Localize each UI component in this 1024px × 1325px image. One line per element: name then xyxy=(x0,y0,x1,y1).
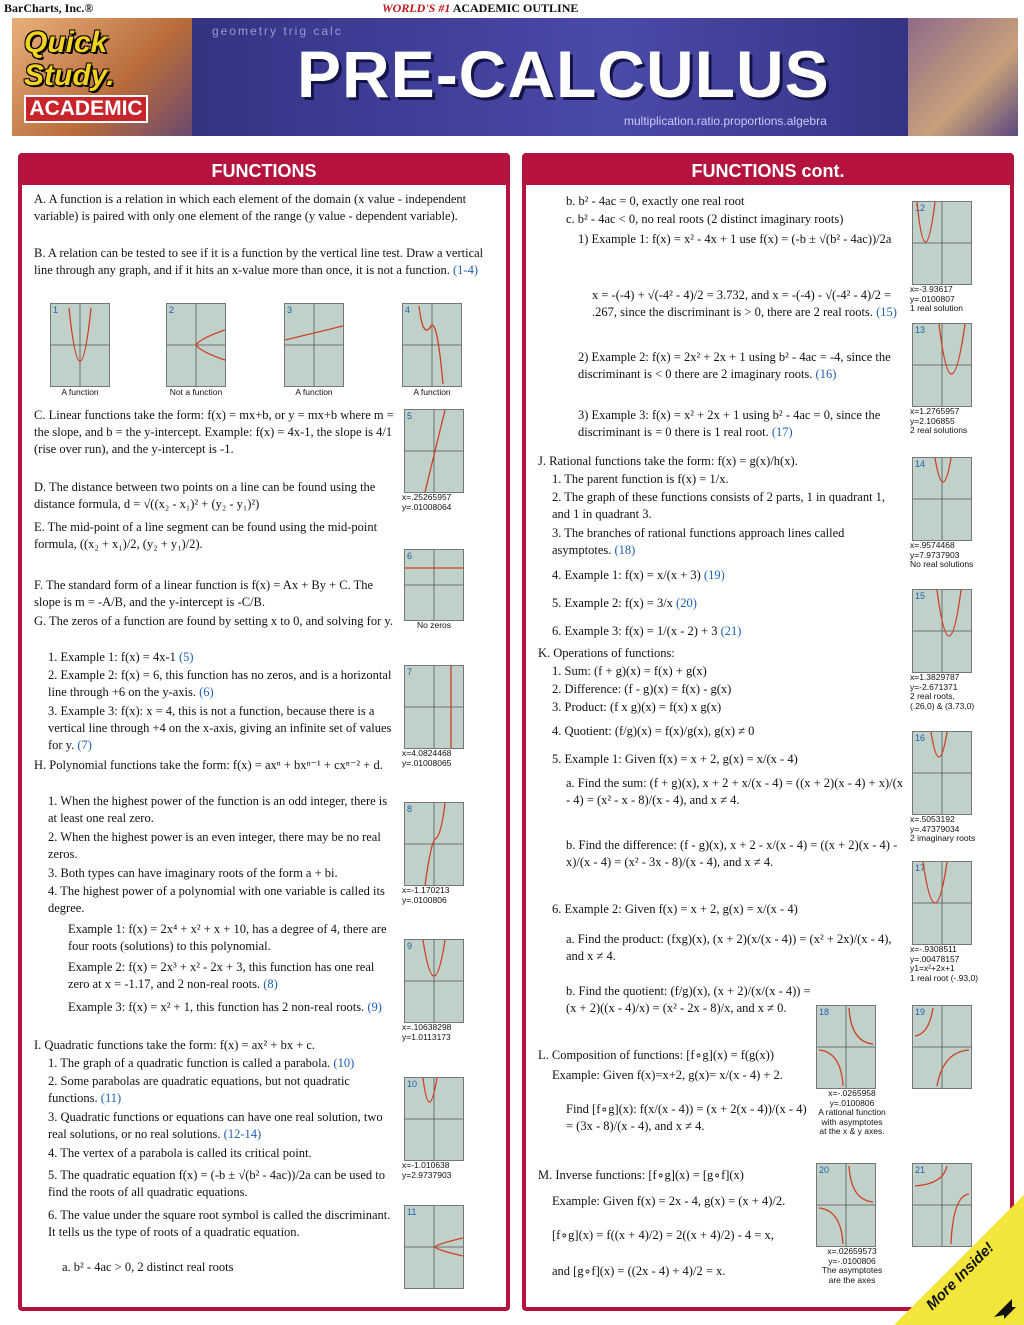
graph-4: 4 xyxy=(402,303,462,387)
section-b-text: B. A relation can be tested to see if it is a function by the vertical line test. Draw a vertical line through any graph, and if it hits an x-value more than once, it is not a function. xyxy=(34,246,484,277)
graph-11: 11 xyxy=(404,1205,464,1289)
section-g1: 1. Example 1: f(x) = 4x-1 (5) xyxy=(48,650,194,664)
section-k6b: b. Find the quotient: (f/g)(x), (x + 2)/(x/(x - 4)) = (x + 2)((x - 4)/x) = (x² - 2x - 8)/x, and x ≠ 0. xyxy=(566,984,811,1015)
graph-20-caption: x=.02659573 y=-.0100806 The asymptotes are the axes xyxy=(821,1246,883,1285)
graph-18-plot xyxy=(817,1006,875,1088)
section-m-line2: and [g∘f](x) = ((2x - 4) + 4)/2 = x. xyxy=(552,1264,726,1278)
section-i5: 5. The quadratic equation f(x) = (-b ± √(b² - 4ac))/2a can be used to find the roots of all quadratic equations. xyxy=(48,1168,386,1199)
graph-10-caption: x=-1.010638 y=2.9737903 xyxy=(402,1160,452,1180)
section-hex3: Example 3: f(x) = x² + 1, this function has 2 non-real roots. (9) xyxy=(68,1000,382,1014)
quad-ex1b: x = -(-4) + √(-4² - 4)/2 = 3.732, and x = -(-4) - √(-4² - 4)/2 = .267, since the discriminant is > 0, there are 2 real roots. (15) xyxy=(592,288,897,319)
graph-13-plot xyxy=(913,324,971,406)
section-f: F. The standard form of a linear function is f(x) = Ax + By + C. The slope is m = -A/B, and the y-intercept is -C/B. xyxy=(34,578,374,609)
section-j6: 6. Example 3: f(x) = 1/(x - 2) + 3 (21) xyxy=(552,624,742,638)
right-heading: FUNCTIONS cont. xyxy=(526,157,1010,185)
tagline xyxy=(382,1,578,16)
section-i6: 6. The value under the square root symbol is called the discriminant. It tells us the type of roots of a quadratic equation. xyxy=(48,1208,391,1239)
graph-10-plot xyxy=(405,1078,463,1160)
graph-13: 13 xyxy=(912,323,972,407)
graph-8-caption: x=-1.170213 y=.0100806 xyxy=(402,885,450,905)
logo-academic: ACADEMIC xyxy=(24,95,148,123)
section-k4: 4. Quotient: (f/g)(x) = f(x)/g(x), g(x) ≠ 0 xyxy=(552,724,755,738)
section-b-ref: (1-4) xyxy=(453,263,478,277)
graph-4-plot xyxy=(403,304,461,386)
left-heading: FUNCTIONS xyxy=(22,157,506,185)
graph-1-caption: A function xyxy=(61,387,99,397)
more-inside-badge xyxy=(894,1195,1024,1325)
graph-17-plot xyxy=(913,862,971,944)
graph-15: 15 xyxy=(912,589,972,673)
section-k1: 1. Sum: (f + g)(x) = f(x) + g(x) xyxy=(552,664,707,678)
graph-7: 7 xyxy=(404,665,464,749)
graph-16: 16 xyxy=(912,731,972,815)
section-j5: 5. Example 2: f(x) = 3/x (20) xyxy=(552,596,697,610)
section-e: E. The mid-point of a line segment can be found using the mid-point formula, ((x₂ + x₁)/2, (y₂ + y₁)/2). xyxy=(34,520,378,551)
section-i4: 4. The vertex of a parabola is called its critical point. xyxy=(48,1146,312,1160)
section-h2: 2. When the highest power is an even integer, there may be no real zeros. xyxy=(48,830,381,861)
quad-ex1: 1) Example 1: f(x) = x² - 4x + 1 use f(x) = (-b ± √(b² - 4ac))/2a xyxy=(578,232,892,246)
graph-19-plot xyxy=(913,1006,971,1088)
section-b xyxy=(34,245,494,279)
section-k: K. Operations of functions: xyxy=(538,646,675,660)
left-panel xyxy=(18,153,510,1311)
graph-9: 9 xyxy=(404,939,464,1023)
section-i3: 3. Quadratic functions or equations can have one real solution, two real solutions, or no real solutions. (12-14) xyxy=(48,1110,383,1141)
page-title: PRE-CALCULUS xyxy=(297,37,830,111)
section-l-example: Example: Given f(x)=x+2, g(x)= x/(x - 4) + 2. xyxy=(552,1068,783,1082)
graph-16-caption: x=.5053192 y=.47379034 2 imaginary roots xyxy=(910,814,976,843)
tagline-text: ACADEMIC OUTLINE xyxy=(452,1,579,15)
quad-ex2: 2) Example 2: f(x) = 2x² + 2x + 1 using b² - 4ac = -4, since the discriminant is < 0 there are 2 imaginary roots. (16) xyxy=(578,350,891,381)
graph-10: 10 xyxy=(404,1077,464,1161)
section-d: D. The distance between two points on a line can be found using the distance formula, d = √((x₂ - x₁)² + (y₂ - y₁)²) xyxy=(34,480,376,511)
graph-5: 5 xyxy=(404,409,464,493)
graph-9-plot xyxy=(405,940,463,1022)
graph-6: 6 xyxy=(404,549,464,621)
section-k3: 3. Product: (f x g)(x) = f(x) x g(x) xyxy=(552,700,722,714)
graph-3: 3 xyxy=(284,303,344,387)
section-h: H. Polynomial functions take the form: f(x) = axⁿ + bxⁿ⁻¹ + cxⁿ⁻² + d. xyxy=(34,758,383,772)
quickstudy-logo xyxy=(24,26,149,123)
graph-2: 2 xyxy=(166,303,226,387)
disc-c: c. b² - 4ac < 0, no real roots (2 distinct imaginary roots) xyxy=(566,212,844,226)
section-g3: 3. Example 3: f(x): x = 4, this is not a function, because there is a vertical line through +4 on the x-axis, giving an infinite set of values for y. (7) xyxy=(48,704,392,752)
section-k5b: b. Find the difference: (f - g)(x), x + 2 - x/(x - 4) = ((x + 2)(x - 4) - x)/(x - 4) = (x² - 3x - 8)/(x - 4), and x ≠ 4. xyxy=(566,838,898,869)
graph-18-caption: x=-.0265958 y=.0100806 A rational function with asymptotes at the x & y axes. xyxy=(818,1088,886,1136)
graph-17: 17 xyxy=(912,861,972,945)
graph-1: 1 xyxy=(50,303,110,387)
arrow-icon xyxy=(990,1293,1018,1321)
section-i: I. Quadratic functions take the form: f(x) = ax² + bx + c. xyxy=(34,1038,316,1052)
graph-17-caption: x=-.9308511 y=.00478157 y1=x²+2x+1 1 real root (-.93,0) xyxy=(910,944,979,983)
graph-5-plot xyxy=(405,410,463,492)
section-m-example: Example: Given f(x) = 2x - 4, g(x) = (x + 4)/2. xyxy=(552,1194,786,1208)
graph-4-caption: A function xyxy=(413,387,451,397)
graph-13-caption: x=1.2765957 y=2.106855 2 real solutions xyxy=(910,406,968,435)
disc-b: b. b² - 4ac = 0, exactly one real root xyxy=(566,194,745,208)
section-g: G. The zeros of a function are found by setting x to 0, and solving for y. xyxy=(34,614,393,628)
graph-21: 21 xyxy=(912,1163,972,1247)
logo-study: Study. xyxy=(24,59,115,92)
section-m: M. Inverse functions: [f∘g](x) = [g∘f](x) xyxy=(538,1168,744,1182)
section-j1: 1. The parent function is f(x) = 1/x. xyxy=(552,472,729,486)
top-bar xyxy=(0,0,1024,18)
graph-18: 18 xyxy=(816,1005,876,1089)
graph-6-caption: No zeros xyxy=(416,620,451,630)
graph-8: 8 xyxy=(404,802,464,886)
graph-12-plot xyxy=(913,202,971,284)
graph-15-plot xyxy=(913,590,971,672)
section-k5a: a. Find the sum: (f + g)(x), x + 2 + x/(x - 4) = ((x + 2)(x - 4) + x)/(x - 4) = (x² - x - 8)/(x - 4), and x ≠ 4. xyxy=(566,776,904,807)
section-i1: 1. The graph of a quadratic function is called a parabola. (10) xyxy=(48,1056,355,1070)
page-subtitle: multiplication.ratio.proportions.algebra xyxy=(624,114,827,128)
graph-11-plot xyxy=(405,1206,463,1288)
quad-ex3: 3) Example 3: f(x) = x² + 2x + 1 using b² - 4ac = 0, since the discriminant is = 0 there is 1 real root. (17) xyxy=(578,408,881,439)
section-h3: 3. Both types can have imaginary roots of the form a + bi. xyxy=(48,866,338,880)
section-l-find: Find [f∘g](x): f(x/(x - 4)) = (x + 2(x - 4))/(x - 4) = (3x - 8)/(x - 4), and x ≠ 4. xyxy=(566,1102,807,1133)
banner-deco: geometry trig calc xyxy=(212,24,343,38)
section-j: J. Rational functions take the form: f(x) = g(x)/h(x). xyxy=(538,454,798,468)
graph-2-plot xyxy=(167,304,225,386)
section-k2: 2. Difference: (f - g)(x) = f(x) - g(x) xyxy=(552,682,732,696)
graph-7-caption: x=4.0824468 y=.01008065 xyxy=(402,748,452,768)
section-l: L. Composition of functions: [f∘g](x) = f(g(x)) xyxy=(538,1048,775,1062)
tagline-red: WORLD'S #1 xyxy=(382,1,451,15)
section-k6a: a. Find the product: (fxg)(x), (x + 2)(x/(x - 4)) = (x² + 2x)/(x - 4), and x ≠ 4. xyxy=(566,932,892,963)
graph-3-plot xyxy=(285,304,343,386)
banner-photo-right xyxy=(908,18,1018,136)
graph-8-plot xyxy=(405,803,463,885)
graph-2-caption: Not a function xyxy=(169,387,223,397)
section-g2: 2. Example 2: f(x) = 6, this function has no zeros, and is a horizontal line through +6 on the y-axis. (6) xyxy=(48,668,392,699)
graph-12: 12 xyxy=(912,201,972,285)
graph-9-caption: x=.10638298 y=1.0113173 xyxy=(402,1022,452,1042)
section-c: C. Linear functions take the form: f(x) = mx+b, or y = mx+b where m = the slope, and b = the y-intercept. Example: f(x) = 4x-1, the slope is 4/1 (rise over run), and the y-intercept is -1. xyxy=(34,408,394,456)
graph-15-caption: x=1.3829787 y=-2.671371 2 real roots, (.26,0) & (3.73,0) xyxy=(910,672,975,711)
graph-19: 19 xyxy=(912,1005,972,1089)
more-inside-label: More Inside! xyxy=(922,1239,998,1314)
graph-14: 14 xyxy=(912,457,972,541)
graph-3-caption: A function xyxy=(295,387,333,397)
section-a: A. A function is a relation in which each element of the domain (x value - independent variable) is paired with only one element of the range (y value - dependent variable). xyxy=(34,192,467,223)
graph-14-plot xyxy=(913,458,971,540)
section-h4: 4. The highest power of a polynomial with one variable is called its degree. xyxy=(48,884,385,915)
section-k6: 6. Example 2: Given f(x) = x + 2, g(x) = x/(x - 4) xyxy=(552,902,798,916)
section-j4: 4. Example 1: f(x) = x/(x + 3) (19) xyxy=(552,568,725,582)
graph-1-plot xyxy=(51,304,109,386)
graph-16-plot xyxy=(913,732,971,814)
section-hex1: Example 1: f(x) = 2x⁴ + x² + x + 10, has a degree of 4, there are four roots (solutions) to this polynomial. xyxy=(68,922,387,953)
right-panel xyxy=(522,153,1014,1311)
section-i2: 2. Some parabolas are quadratic equations, but not quadratic functions. (11) xyxy=(48,1074,350,1105)
graph-6-plot xyxy=(405,550,463,620)
graph-20: 20 xyxy=(816,1163,876,1247)
publisher: BarCharts, Inc.® xyxy=(4,1,94,15)
logo-quick: Quick xyxy=(24,26,108,59)
section-hex2: Example 2: f(x) = 2x³ + x² - 2x + 3, this function has one real zero at x = -1.17, and 2 non-real roots. (8) xyxy=(68,960,375,991)
graph-20-plot xyxy=(817,1164,875,1246)
section-k5: 5. Example 1: Given f(x) = x + 2, g(x) = x/(x - 4) xyxy=(552,752,798,766)
graph-14-caption: x=.9574468 y=7.9737903 No real solutions xyxy=(910,540,974,569)
graph-5-caption: x=.25265957 y=.01008064 xyxy=(402,492,452,512)
section-j3: 3. The branches of rational functions approach lines called asymptotes. (18) xyxy=(552,526,845,557)
section-j2: 2. The graph of these functions consists of 2 parts, 1 in quadrant 1, and 1 in quadrant 3. xyxy=(552,490,886,521)
graph-12-caption: x=-3.93617 y=.0100807 1 real solution xyxy=(910,284,963,313)
graph-7-plot xyxy=(405,666,463,748)
section-m-line1: [f∘g](x) = f((x + 4)/2) = 2((x + 4)/2) - 4 = x, xyxy=(552,1228,774,1242)
title-banner xyxy=(12,18,1018,136)
section-h1: 1. When the highest power of the function is an odd integer, there is at least one real zero. xyxy=(48,794,388,825)
section-i6a: a. b² - 4ac > 0, 2 distinct real roots xyxy=(62,1260,234,1274)
